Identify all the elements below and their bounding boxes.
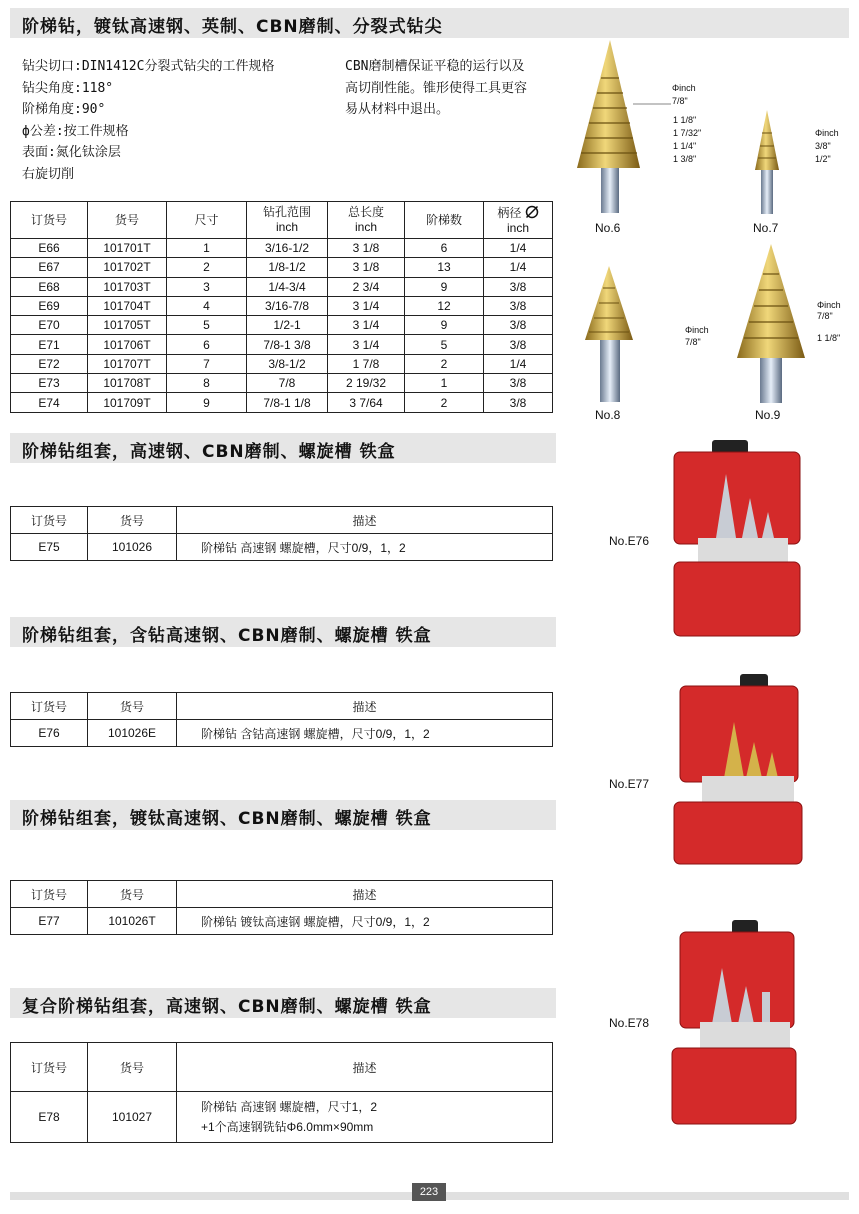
desc-line: 高切削性能。锥形使得工具更容 [345,80,528,96]
table-row [11,258,553,277]
table-cell: 101709T [88,393,167,412]
section-title-bar [10,988,556,1018]
table-cell: 1/4 [484,258,553,277]
table-row [11,393,553,412]
fig-label-no7: No.7 [753,221,779,235]
table-cell: 7/8-1 3/8 [247,335,328,354]
drill-no6-icon [577,40,640,213]
section-title: 复合阶梯钻组套，高速钢、CBN磨制、螺旋槽 铁盒 [22,997,432,1017]
table-cell: E68 [11,277,88,296]
table-cell: 101704T [88,296,167,315]
set-box-e77-icon [670,672,810,872]
svg-text:1 3/8": 1 3/8" [673,154,697,164]
svg-text:1 7/32": 1 7/32" [673,128,702,138]
desc-line: CBN磨制槽保证平稳的运行以及 [345,59,525,74]
set-box-e78-icon [670,918,800,1128]
table-cell: 101705T [88,316,167,335]
table-cell: 1/8-1/2 [247,258,328,277]
table-cell: 7/8-1 1/8 [247,393,328,412]
table-cell: 2 [405,393,484,412]
fig-label-no8: No.8 [595,408,621,422]
table-cell: 9 [405,316,484,335]
table-cell: 3 [167,277,247,296]
drill-figures [565,38,855,428]
table-cell: 101707T [88,354,167,373]
table-cell: 3/8-1/2 [247,354,328,373]
desc-line: 易从材料中退出。 [345,102,450,117]
table-cell: 101706T [88,335,167,354]
table-row: E77 101026T 阶梯钻 镀钛高速钢 螺旋槽，尺寸0/9，1，2 [11,908,553,935]
section-title-bar [10,617,556,647]
section-title-bar [10,800,556,830]
table-row [11,296,553,315]
table-cell: 101702T [88,258,167,277]
table-row [11,335,553,354]
table-cell: 5 [405,335,484,354]
table-cell: 3/16-7/8 [247,296,328,315]
svg-text:Φinch: Φinch [817,300,841,310]
table-cell: 4 [167,296,247,315]
table-cell: 1 [405,374,484,393]
table-row [11,239,553,258]
step-drill-table [10,201,553,413]
table-row: E76 101026E 阶梯钻 含钴高速钢 螺旋槽，尺寸0/9，1，2 [11,720,553,747]
table-cell: 9 [167,393,247,412]
table-cell: E73 [11,374,88,393]
table-row [11,277,553,296]
table-cell: 13 [405,258,484,277]
spec-list [22,56,274,185]
fig-label-no9: No.9 [755,408,781,422]
table-cell: 101701T [88,239,167,258]
spec-line: 阶梯角度:90° [22,102,106,117]
table-cell: 3 1/4 [328,316,405,335]
fig-label-no6: No.6 [595,221,621,235]
table-cell: 3/8 [484,335,553,354]
table-cell: 8 [167,374,247,393]
table-cell: 1/4-3/4 [247,277,328,296]
table-cell: 2 3/4 [328,277,405,296]
table-header-row [11,202,553,239]
table-cell: E71 [11,335,88,354]
svg-text:1 1/8": 1 1/8" [673,115,697,125]
table-cell: 1 7/8 [328,354,405,373]
svg-text:1/2": 1/2" [815,154,831,164]
table-cell: 3/8 [484,296,553,315]
table-cell: 1/2-1 [247,316,328,335]
section-title: 阶梯钻，镀钛高速钢、英制、CBN磨制、分裂式钻尖 [22,17,443,37]
table-cell: 1/4 [484,239,553,258]
table-cell: 3/8 [484,316,553,335]
diameter-icon [525,205,539,219]
spec-line: 钻尖角度:118° [22,80,114,96]
table-cell: 12 [405,296,484,315]
svg-text:Φinch: Φinch [685,325,709,335]
svg-text:7/8": 7/8" [672,96,688,106]
drill-no8-icon [585,266,633,402]
col-range: 钻孔范围 inch [247,202,328,239]
set-table-e78: 订货号 货号 描述 E78 101027 阶梯钻 高速钢 螺旋槽，尺寸1，2 +1个高速钢铣钻Φ6.0mm×90mm [10,1042,553,1143]
fig-label-e77: No.E77 [609,777,650,791]
table-cell: 3/8 [484,374,553,393]
section-title: 阶梯钻组套，镀钛高速钢、CBN磨制、螺旋槽 铁盒 [22,809,432,829]
fig-label-e76: No.E76 [609,534,650,548]
table-cell: 6 [405,239,484,258]
description [345,56,560,121]
table-cell: E67 [11,258,88,277]
table-cell: 2 [405,354,484,373]
svg-text:Φinch: Φinch [815,128,839,138]
col-steps: 阶梯数 [405,202,484,239]
fig-label-e78: No.E78 [609,1016,650,1030]
spec-line: 右旋切削 [22,166,75,182]
spec-line: 钻尖切口:DIN1412C分裂式钻尖的工件规格 [22,59,275,74]
table-cell: 101708T [88,374,167,393]
set-table-e77: 订货号 货号 描述 E77 101026T 阶梯钻 镀钛高速钢 螺旋槽，尺寸0/9，1，2 [10,880,553,935]
table-row [11,354,553,373]
col-shank: 柄径 inch [484,202,553,239]
drill-no9-icon [737,244,805,403]
set-table-e75: 订货号 货号 描述 E75 101026 阶梯钻 高速钢 螺旋槽，尺寸0/9，1，2 [10,506,553,561]
table-cell: 3/16-1/2 [247,239,328,258]
spec-line: ф公差:按工件规格 [22,123,129,139]
col-order-no: 订货号 [11,202,88,239]
phi-label: Φinch [672,83,696,93]
svg-text:1 1/8": 1 1/8" [817,333,841,343]
table-cell: 3 1/8 [328,239,405,258]
table-cell: 3 7/64 [328,393,405,412]
table-row [11,374,553,393]
table-cell: E74 [11,393,88,412]
section-title-bar [10,433,556,463]
section-title: 阶梯钻组套，含钻高速钢、CBN磨制、螺旋槽 铁盒 [22,626,432,646]
table-row: E75 101026 阶梯钻 高速钢 螺旋槽，尺寸0/9，1，2 [11,534,553,561]
table-cell: 1/4 [484,354,553,373]
table-row: E78 101027 阶梯钻 高速钢 螺旋槽，尺寸1，2 +1个高速钢铣钻Φ6.0mm×90mm [11,1092,553,1143]
table-cell: 3/8 [484,277,553,296]
svg-text:7/8": 7/8" [685,337,701,347]
svg-text:1 1/4": 1 1/4" [673,141,697,151]
table-cell: 9 [405,277,484,296]
table-cell: 7/8 [247,374,328,393]
table-cell: E70 [11,316,88,335]
col-item-no: 货号 [88,202,167,239]
table-cell: E66 [11,239,88,258]
table-cell: 2 [167,258,247,277]
table-cell: 3 1/4 [328,335,405,354]
svg-text:3/8": 3/8" [815,141,831,151]
table-cell: 7 [167,354,247,373]
set-table-e76: 订货号 货号 描述 E76 101026E 阶梯钻 含钴高速钢 螺旋槽，尺寸0/9，1，2 [10,692,553,747]
table-cell: 3/8 [484,393,553,412]
table-cell: 2 19/32 [328,374,405,393]
table-cell: 5 [167,316,247,335]
table-cell: 3 1/8 [328,258,405,277]
table-row [11,316,553,335]
col-length: 总长度 inch [328,202,405,239]
table-cell: 6 [167,335,247,354]
table-cell: 3 1/4 [328,296,405,315]
svg-text:7/8": 7/8" [817,311,833,321]
table-cell: 101703T [88,277,167,296]
drill-no7-icon [755,110,779,214]
section-title-bar [10,8,849,38]
table-cell: E69 [11,296,88,315]
table-cell: E72 [11,354,88,373]
set-box-e76-icon [668,438,808,640]
col-size: 尺寸 [167,202,247,239]
spec-line: 表面:氮化钛涂层 [22,145,121,160]
page-number: 223 [412,1183,446,1201]
section-title: 阶梯钻组套，高速钢、CBN磨制、螺旋槽 铁盒 [22,442,396,462]
table-cell: 1 [167,239,247,258]
